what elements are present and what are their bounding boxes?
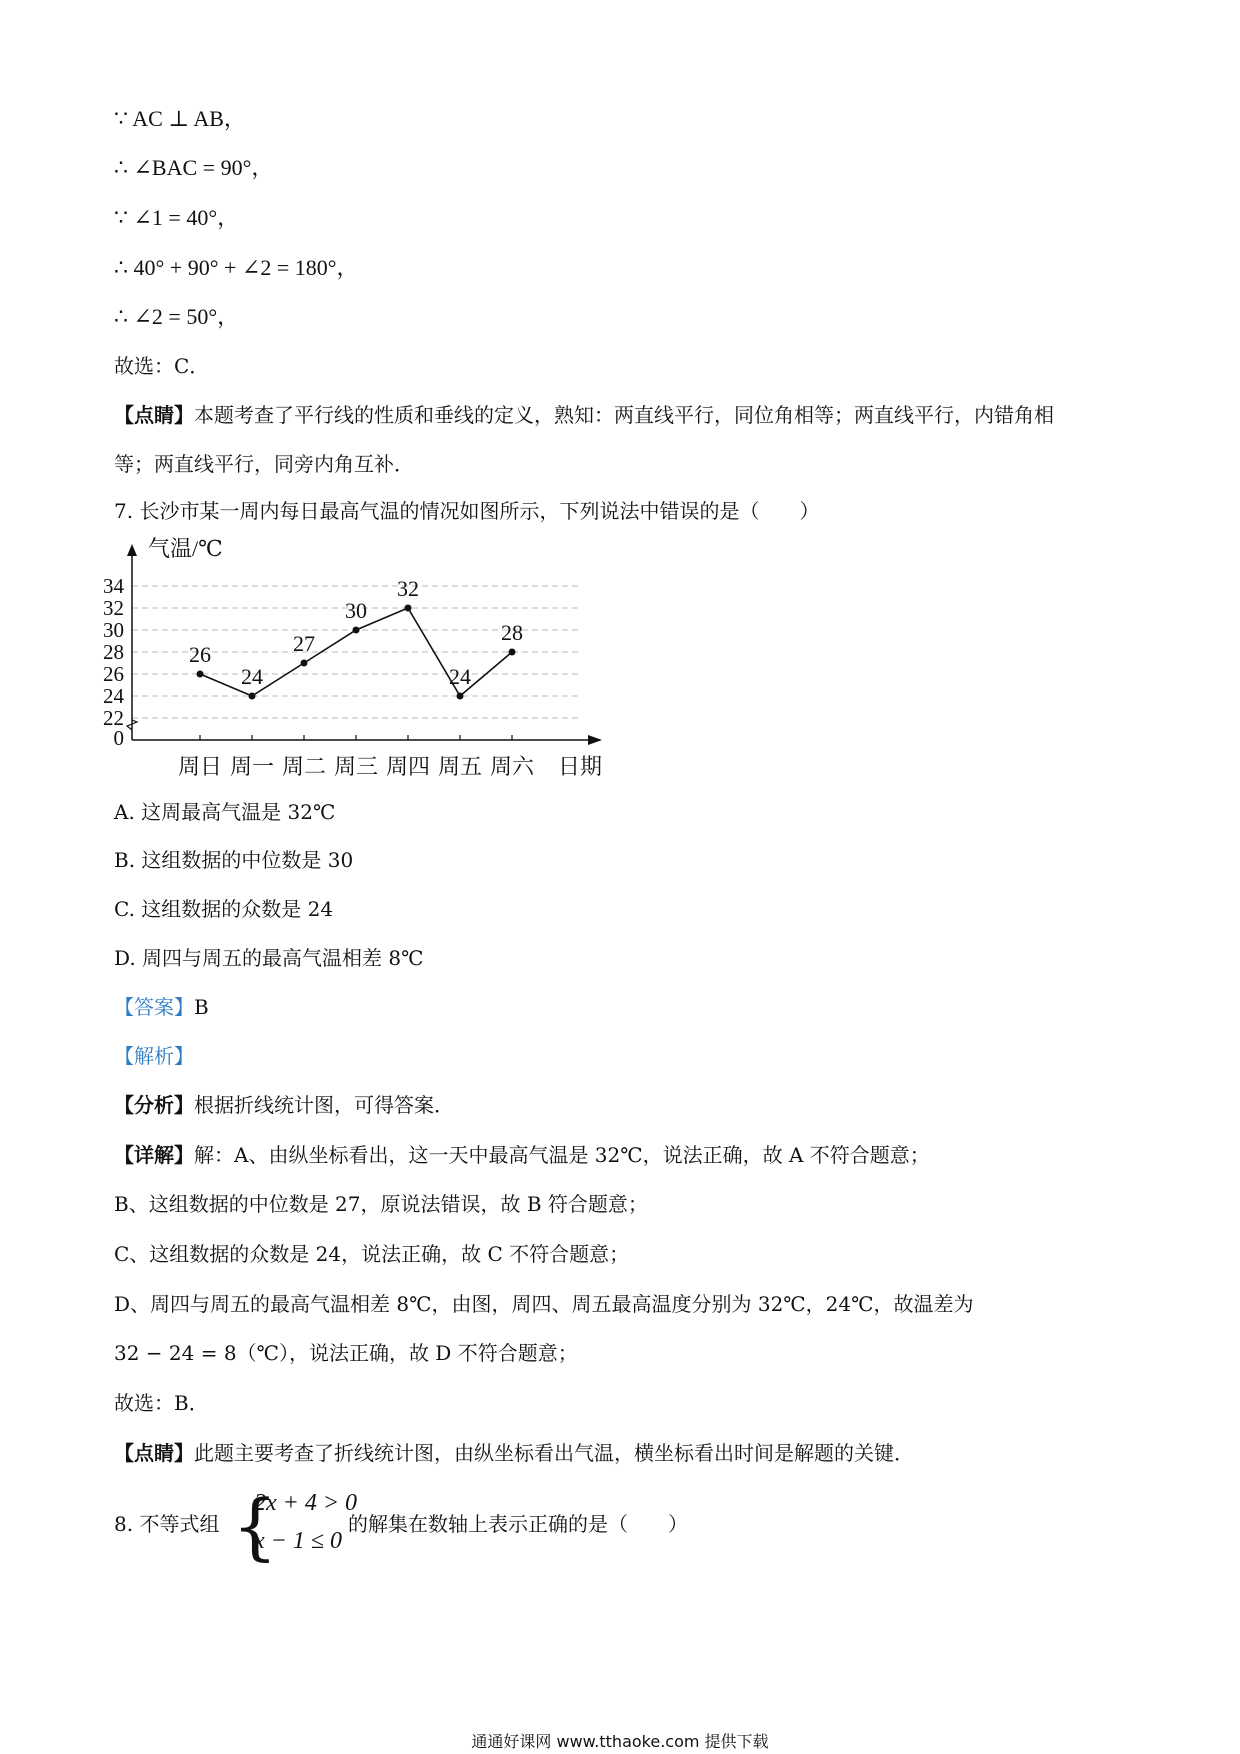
- data-label-1: 24: [241, 664, 263, 689]
- data-point-3: [353, 627, 360, 634]
- y-tick-label-22: 22: [103, 706, 124, 730]
- q7-tip-line: [114, 1439, 914, 1467]
- data-label-0: 26: [189, 642, 211, 667]
- xiangjie-line-d2: 32 − 24 = 8（℃），说法正确，故 D 不符合题意；: [114, 1341, 578, 1365]
- q7-tip-label: 【点睛】: [114, 1441, 194, 1465]
- x-tick-label-0: 周日: [177, 754, 223, 779]
- q8-stem-prefix: 8. 不等式组: [114, 1512, 220, 1536]
- data-point-6: [509, 649, 516, 656]
- data-label-3: 30: [345, 598, 367, 623]
- fenxi-label: 【分析】: [114, 1093, 194, 1117]
- q7-tip-text: 此题主要考查了折线统计图，由纵坐标看出气温，横坐标看出时间是解题的关键．: [194, 1441, 914, 1465]
- proof-line-4: ∴ 40° + 90° + ∠2 = 180°，: [114, 255, 359, 280]
- tip-text-1: 本题考查了平行线的性质和垂线的定义，熟知：两直线平行，同位角相等；两直线平行，内错角相: [194, 403, 1054, 427]
- y-tick-label-32: 32: [103, 596, 124, 620]
- x-tick-label-2: 周二: [281, 754, 327, 779]
- chart-y-axis-label: 气温/℃: [148, 536, 223, 561]
- q8-stem-suffix: 的解集在数轴上表示正确的是（ ）: [348, 1512, 688, 1536]
- xiangjie-line-c: C、这组数据的众数是 24，说法正确，故 C 不符合题意；: [114, 1242, 630, 1266]
- y-tick-label-24: 24: [103, 684, 124, 708]
- y-tick-label-30: 30: [103, 618, 124, 642]
- xiangjie-text-a: 解：A、由纵坐标看出，这一天中最高气温是 32℃，说法正确，故 A 不符合题意；: [194, 1143, 930, 1167]
- y-tick-label-0: 0: [113, 726, 124, 750]
- option-a: A. 这周最高气温是 32℃: [114, 800, 336, 824]
- fenxi-line: [114, 1091, 454, 1119]
- xiangjie-line-b: B、这组数据的中位数是 27，原说法错误，故 B 符合题意；: [114, 1192, 648, 1216]
- chart-x-ticks: [178, 735, 535, 779]
- page-footer: 通通好课网 www.tthaoke.com 提供下载: [471, 1732, 769, 1751]
- option-d: D. 周四与周五的最高气温相差 8℃: [114, 946, 424, 970]
- xiangjie-line-d1: D、周四与周五的最高气温相差 8℃，由图，周四、周五最高温度分别为 32℃，24℃，故温差为: [114, 1292, 974, 1316]
- data-label-4: 32: [397, 576, 419, 601]
- x-tick-label-6: 周六: [489, 754, 535, 779]
- data-label-5: 24: [449, 664, 471, 689]
- x-axis-arrow: [588, 735, 602, 745]
- answer-value: B: [194, 995, 209, 1019]
- chart-x-axis-label: 日期: [558, 754, 603, 779]
- answer-label: 【答案】: [114, 995, 194, 1019]
- data-point-5: [457, 693, 464, 700]
- chart-y-ticks: [103, 574, 125, 750]
- data-label-6: 28: [501, 620, 523, 645]
- proof-line-2: ∴ ∠BAC = 90°，: [114, 155, 274, 180]
- y-tick-label-26: 26: [103, 662, 124, 686]
- proof-tip-line1: [114, 401, 1054, 429]
- proof-line-1: ∵ AC ⊥ AB，: [114, 106, 246, 131]
- xiangjie-line-a: [114, 1141, 930, 1169]
- proof-line-5: ∴ ∠2 = 50°，: [114, 304, 240, 329]
- q7-stem: 7. 长沙市某一周内每日最高气温的情况如图所示，下列说法中错误的是（ ）: [114, 499, 820, 523]
- y-tick-label-28: 28: [103, 640, 124, 664]
- analysis-label: 【解析】: [114, 1044, 194, 1068]
- data-label-2: 27: [293, 631, 315, 656]
- data-point-1: [249, 693, 256, 700]
- y-tick-label-34: 34: [103, 574, 124, 598]
- fenxi-text: 根据折线统计图，可得答案．: [194, 1093, 454, 1117]
- proof-line-3: ∵ ∠1 = 40°，: [114, 205, 240, 230]
- data-point-0: [197, 671, 204, 678]
- x-tick-label-1: 周一: [229, 754, 275, 779]
- q7-choose: 故选：B．: [114, 1391, 209, 1415]
- left-brace: {: [232, 1484, 278, 1568]
- data-point-2: [301, 660, 308, 667]
- option-b: B. 这组数据的中位数是 30: [114, 848, 354, 872]
- x-tick-label-3: 周三: [333, 754, 379, 779]
- xiangjie-label: 【详解】: [114, 1143, 194, 1167]
- tip-label: 【点睛】: [114, 403, 194, 427]
- data-point-4: [405, 605, 412, 612]
- option-c: C. 这组数据的众数是 24: [114, 897, 334, 921]
- inequality-2: x − 1 ≤ 0: [254, 1528, 343, 1554]
- answer-line: [114, 993, 209, 1021]
- inequality-1: 2x + 4 > 0: [254, 1490, 358, 1516]
- temperature-line-chart: [100, 530, 620, 792]
- x-tick-label-5: 周五: [437, 754, 483, 779]
- y-axis-arrow: [127, 544, 137, 556]
- x-tick-label-4: 周四: [385, 754, 431, 779]
- proof-tip-line2: 等；两直线平行，同旁内角互补．: [114, 452, 414, 476]
- proof-choose: 故选：C．: [114, 354, 210, 378]
